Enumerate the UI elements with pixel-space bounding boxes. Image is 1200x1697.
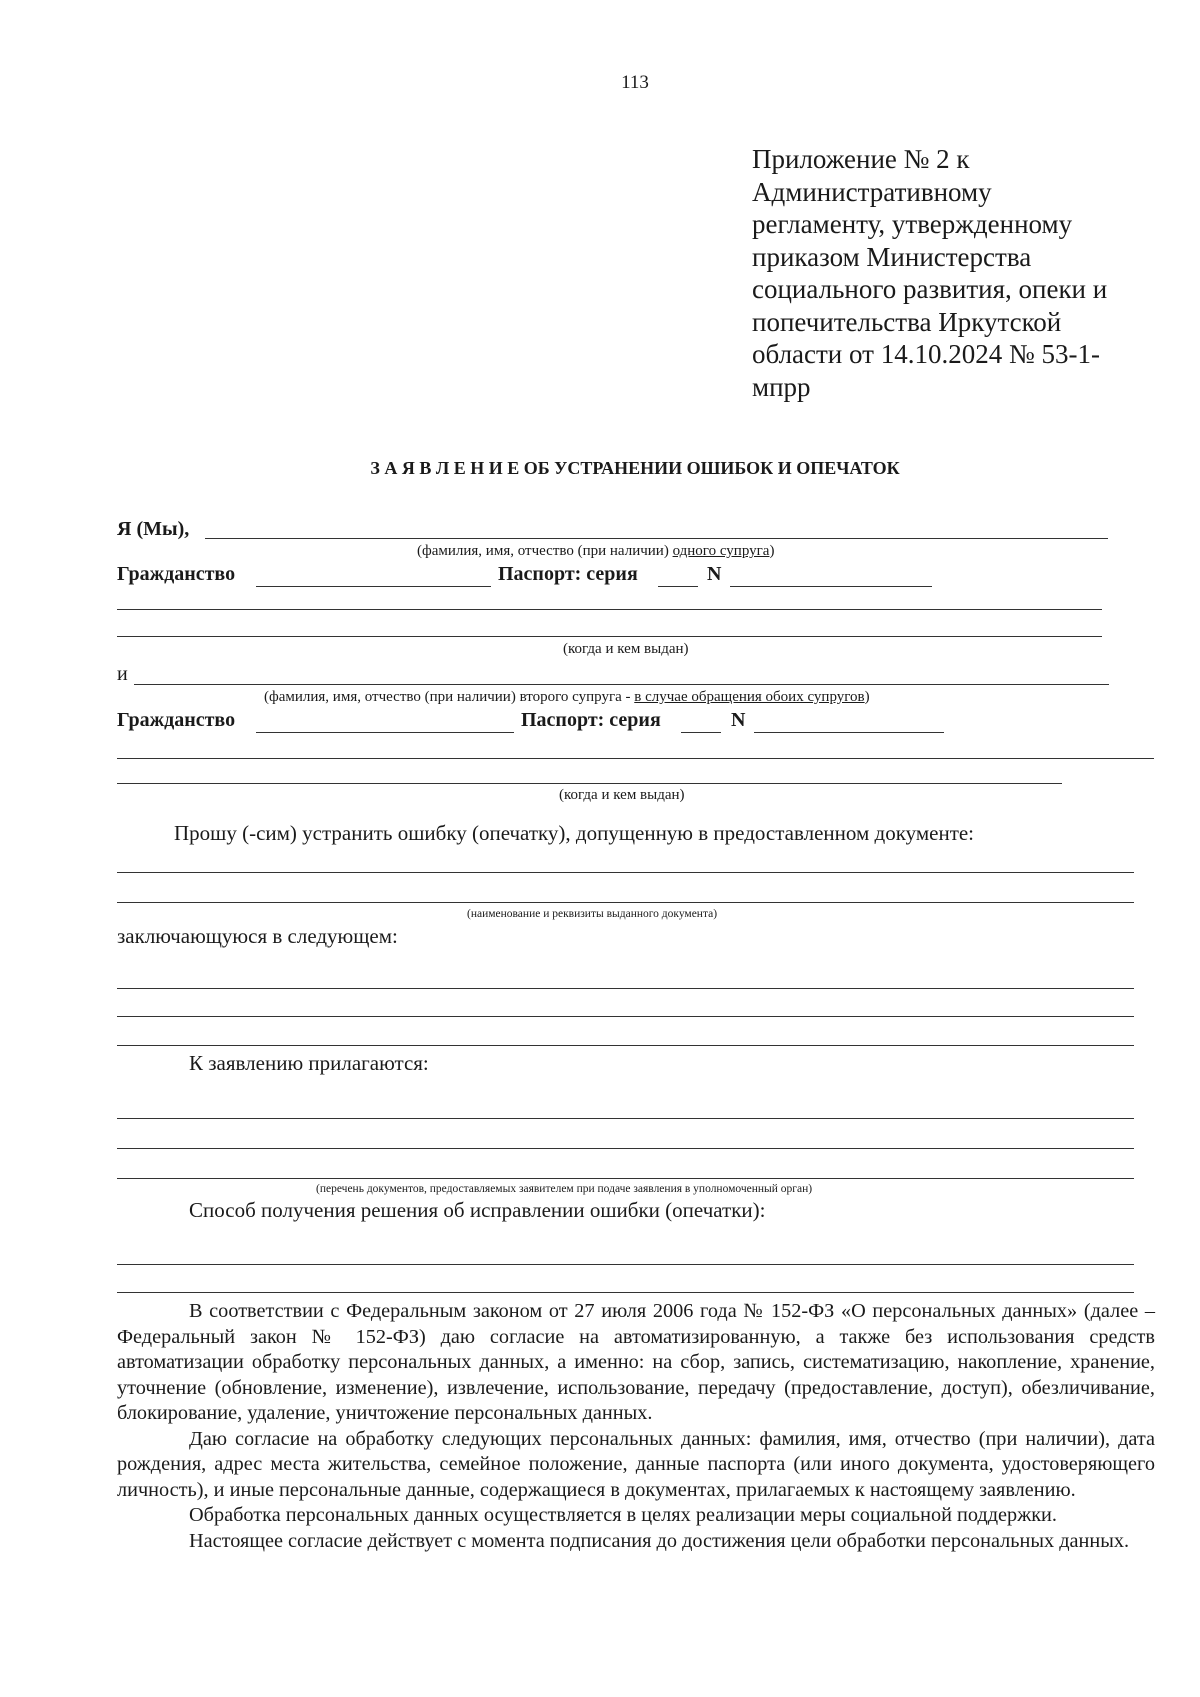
method-label: Способ получения решения об исправлении ошибки (опечатки):	[189, 1198, 766, 1222]
passport-series-label: Паспорт: серия	[498, 563, 638, 585]
issued-field-line-4[interactable]	[117, 783, 1062, 784]
appendix-line: области от 14.10.2024 № 53-1-	[752, 339, 1100, 369]
attachments-label: К заявлению прилагаются:	[189, 1051, 429, 1075]
consent-text	[117, 1299, 1155, 1554]
attachments-hint: (перечень документов, предоставляемых заявителем при подаче заявления в уполномоченный орган)	[316, 1183, 813, 1195]
attachments-line-2[interactable]	[117, 1148, 1134, 1149]
document-field-line-1[interactable]	[117, 872, 1134, 873]
consent-paragraph: В соответствии с Федеральным законом от 27 июля 2006 года № 152-ФЗ «О персональных данных» (далее – Федеральный закон № 152-ФЗ) даю согласие на автоматизированную, а также без использования средств автоматизации обработку персональных данных, а именно: на сбор, запись, систематизацию, накопление, хранение, уточнение (обновление, изменение), извлечение, использование, передачу (предоставление, доступ), обезличивание, блокирование, удаление, уничтожение персональных данных.	[117, 1300, 1155, 1424]
appendix-line: приказом Министерства	[752, 241, 1032, 272]
appendix-line: попечительства Иркутской	[752, 306, 1062, 337]
citizenship-field[interactable]	[256, 586, 491, 587]
applicant-name-hint: (фамилия, имя, отчество (при наличии) одного супруга)	[417, 543, 775, 559]
consent-paragraph: Настоящее согласие действует с момента подписания до достижения цели обработки персональных данных.	[189, 1529, 1130, 1552]
consent-paragraph: Обработка персональных данных осуществляется в целях реализации меры социальной поддержки.	[189, 1504, 1057, 1526]
error-description-line-1[interactable]	[117, 988, 1134, 989]
passport-number-field-2[interactable]	[754, 732, 944, 733]
appendix-line: социального развития, опеки и	[752, 274, 1108, 304]
consisting-text: заключающуюся в следующем:	[117, 924, 398, 948]
document-title: З А Я В Л Е Н И Е ОБ УСТРАНЕНИИ ОШИБОК И ОПЕЧАТОК	[370, 458, 900, 478]
request-text: Прошу (-сим) устранить ошибку (опечатку), допущенную в предоставленном документе:	[174, 821, 975, 845]
second-spouse-name-hint: (фамилия, имя, отчество (при наличии) второго супруга - в случае обращения обоих супругов)	[264, 689, 870, 705]
passport-number-label: N	[707, 563, 722, 585]
document-hint: (наименование и реквизиты выданного документа)	[467, 908, 718, 920]
applicant-label: Я (Мы),	[117, 518, 190, 540]
method-line-1[interactable]	[117, 1264, 1134, 1265]
page-number: 113	[621, 72, 649, 93]
issued-field-line-2[interactable]	[117, 636, 1102, 637]
issued-field-line-1[interactable]	[117, 609, 1102, 610]
passport-number-field[interactable]	[730, 586, 932, 587]
second-spouse-label: и	[117, 663, 128, 685]
attachments-line-3[interactable]	[117, 1178, 1134, 1179]
passport-series-field[interactable]	[658, 586, 698, 587]
attachments-line-1[interactable]	[117, 1118, 1134, 1119]
method-line-2[interactable]	[117, 1292, 1134, 1293]
passport-series-field-2[interactable]	[681, 732, 721, 733]
citizenship-label-2: Гражданство	[117, 709, 236, 731]
document-field-line-2[interactable]	[117, 902, 1134, 903]
citizenship-field-2[interactable]	[256, 732, 514, 733]
appendix-line: мпрр	[752, 371, 811, 402]
issued-hint-2: (когда и кем выдан)	[559, 787, 685, 803]
issued-field-line-3[interactable]	[117, 758, 1154, 759]
consent-paragraph: Даю согласие на обработку следующих персональных данных: фамилия, имя, отчество (при наличии), дата рождения, адрес места жительства, семейное положение, данные паспорта (или иного документа, удостоверяющего личность), и иные персональные данные, содержащиеся в документах, прилагаемых к настоящему заявлению.	[117, 1427, 1155, 1501]
appendix-line: Административному	[752, 176, 992, 207]
citizenship-label: Гражданство	[117, 563, 236, 585]
passport-number-label-2: N	[731, 709, 746, 731]
issued-hint: (когда и кем выдан)	[563, 641, 689, 657]
appendix-line: регламенту, утвержденному	[752, 209, 1073, 239]
error-description-line-3[interactable]	[117, 1045, 1134, 1046]
second-spouse-name-field[interactable]	[134, 684, 1109, 685]
applicant-name-field[interactable]	[205, 538, 1108, 539]
error-description-line-2[interactable]	[117, 1016, 1134, 1017]
appendix-line: Приложение № 2 к	[752, 144, 970, 174]
passport-series-label-2: Паспорт: серия	[521, 709, 661, 731]
appendix-reference	[752, 143, 1152, 403]
